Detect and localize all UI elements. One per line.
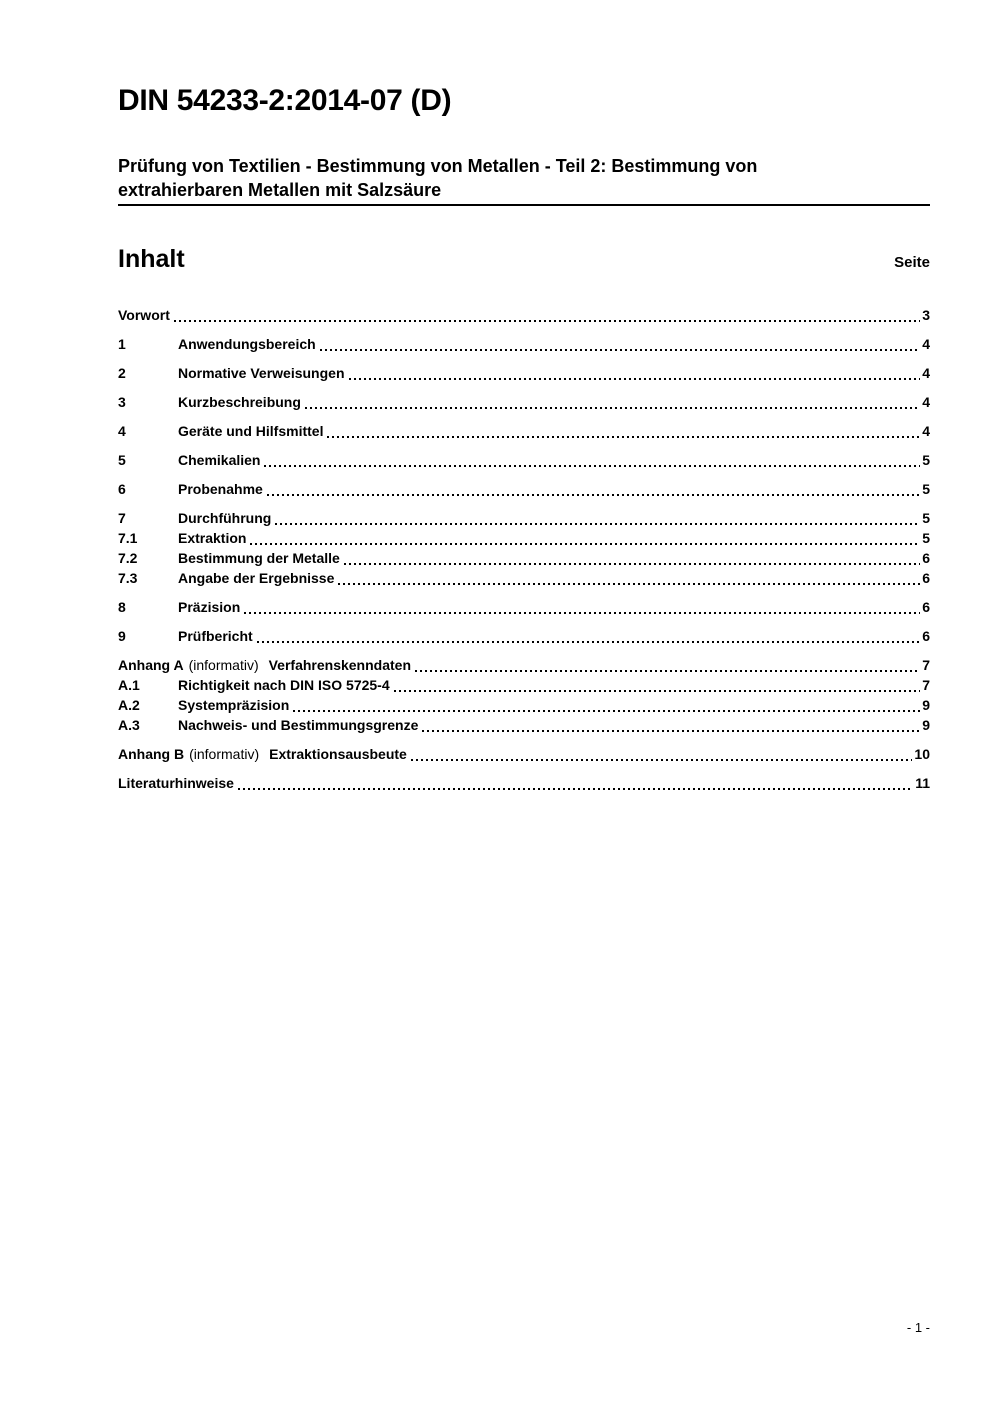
- dot-leader: [338, 583, 920, 585]
- toc-annex-title: Extraktionsausbeute: [269, 746, 407, 762]
- toc-entry-page: 6: [922, 599, 930, 615]
- toc-entry-2[interactable]: [118, 363, 930, 383]
- toc-entry-page: 5: [922, 510, 930, 526]
- toc-entry-number: 5: [118, 452, 126, 468]
- toc-entry-a-1[interactable]: [118, 675, 930, 695]
- footer-page-number: - 1 -: [906, 1320, 930, 1335]
- toc-entry-label: Nachweis- und Bestimmungsgrenze: [178, 717, 419, 733]
- dot-leader: [344, 563, 920, 565]
- document-subtitle-line1: Prüfung von Textilien - Bestimmung von Metallen - Teil 2: Bestimmung von: [118, 156, 758, 176]
- toc-entry-5[interactable]: [118, 450, 930, 470]
- document-subtitle-line2: extrahierbaren Metallen mit Salzsäure: [118, 180, 442, 200]
- toc-annex-title: Verfahrenskenndaten: [268, 657, 411, 673]
- title-divider-rule: [118, 204, 930, 206]
- toc-entry-a-3[interactable]: [118, 715, 930, 735]
- dot-leader: [394, 690, 921, 692]
- toc-entry-page: 5: [922, 530, 930, 546]
- toc-entry-label: Vorwort: [118, 307, 170, 323]
- dot-leader: [174, 320, 920, 322]
- toc-entry-label: Probenahme: [178, 481, 263, 497]
- toc-entry-page: 4: [922, 394, 930, 410]
- toc-entry-page: 6: [922, 550, 930, 566]
- toc-entry-label: Anwendungsbereich: [178, 336, 316, 352]
- toc-entry-number: 7.2: [118, 550, 138, 566]
- toc-entry-label: Bestimmung der Metalle: [178, 550, 340, 566]
- toc-entry-number: 7: [118, 510, 126, 526]
- toc-entry-page: 10: [914, 746, 930, 762]
- toc-heading: Inhalt: [118, 245, 185, 273]
- toc-entry-7[interactable]: [118, 508, 930, 528]
- toc-entry-vorwort[interactable]: [118, 305, 930, 325]
- table-of-contents: [118, 305, 930, 793]
- toc-entry-page: 5: [922, 452, 930, 468]
- toc-entry-label: Kurzbeschreibung: [178, 394, 301, 410]
- toc-entry-page: 4: [922, 336, 930, 352]
- toc-entry-page: 3: [922, 307, 930, 323]
- toc-entry-number: 1: [118, 336, 126, 352]
- toc-entry-page: 6: [922, 628, 930, 644]
- toc-entry-page: 7: [922, 677, 930, 693]
- toc-entry-number: A.3: [118, 717, 140, 733]
- toc-entry-label: Chemikalien: [178, 452, 261, 468]
- toc-entry-7-1[interactable]: [118, 528, 930, 548]
- toc-entry-a-2[interactable]: [118, 695, 930, 715]
- document-id-title: DIN 54233-2:2014-07 (D): [118, 84, 452, 117]
- toc-entry-page: 7: [922, 657, 930, 673]
- toc-entry-7-3[interactable]: [118, 568, 930, 588]
- toc-entry-label: Geräte und Hilfsmittel: [178, 423, 324, 439]
- toc-entry-6[interactable]: [118, 479, 930, 499]
- dot-leader: [327, 436, 920, 438]
- dot-leader: [238, 788, 913, 790]
- dot-leader: [275, 523, 920, 525]
- toc-entry-number: 9: [118, 628, 126, 644]
- toc-entry-8[interactable]: [118, 597, 930, 617]
- toc-annex-prefix: Anhang A: [118, 657, 184, 673]
- toc-entry-label: Angabe der Ergebnisse: [178, 570, 335, 586]
- toc-annex-prefix: Anhang B: [118, 746, 185, 762]
- dot-leader: [257, 641, 921, 643]
- document-subtitle: [118, 154, 930, 202]
- dot-leader: [415, 670, 920, 672]
- toc-entry-page: 9: [922, 697, 930, 713]
- toc-entry-page: 9: [922, 717, 930, 733]
- toc-entry-number: 7.3: [118, 570, 138, 586]
- toc-entry-number: 2: [118, 365, 126, 381]
- toc-entry-4[interactable]: [118, 421, 930, 441]
- toc-entry-page: 4: [922, 423, 930, 439]
- toc-entry-number: 3: [118, 394, 126, 410]
- toc-entry-label: Extraktion: [178, 530, 247, 546]
- toc-entry-page: 5: [922, 481, 930, 497]
- toc-header: [118, 244, 930, 274]
- dot-leader: [264, 465, 920, 467]
- toc-entry-page: 4: [922, 365, 930, 381]
- toc-entry-page: 6: [922, 570, 930, 586]
- toc-entry-number: 4: [118, 423, 126, 439]
- toc-page-column-label: Seite: [894, 254, 930, 271]
- dot-leader: [267, 494, 920, 496]
- toc-entry-3[interactable]: [118, 392, 930, 412]
- dot-leader: [293, 710, 920, 712]
- toc-entry-literaturhinweise[interactable]: [118, 773, 930, 793]
- toc-annex-qualifier: (informativ): [188, 657, 259, 673]
- toc-entry-page: 11: [915, 775, 930, 791]
- toc-entry-number: 7.1: [118, 530, 138, 546]
- toc-annex-qualifier: (informativ): [189, 746, 260, 762]
- toc-entry-9[interactable]: [118, 626, 930, 646]
- dot-leader: [411, 759, 913, 761]
- dot-leader: [244, 612, 920, 614]
- toc-entry-label: Normative Verweisungen: [178, 365, 345, 381]
- toc-entry-7-2[interactable]: [118, 548, 930, 568]
- toc-entry-label: Literaturhinweise: [118, 775, 234, 791]
- toc-entry-label: Systempräzision: [178, 697, 290, 713]
- toc-entry-label: Präzision: [178, 599, 241, 615]
- dot-leader: [422, 730, 920, 732]
- toc-entry-1[interactable]: [118, 334, 930, 354]
- toc-entry-label: Durchführung: [178, 510, 272, 526]
- toc-entry-label: Prüfbericht: [178, 628, 253, 644]
- toc-entry-number: 8: [118, 599, 126, 615]
- dot-leader: [250, 543, 920, 545]
- dot-leader: [305, 407, 920, 409]
- toc-entry-number: A.2: [118, 697, 140, 713]
- dot-leader: [349, 378, 921, 380]
- toc-entry-number: 6: [118, 481, 126, 497]
- toc-entry-number: A.1: [118, 677, 140, 693]
- toc-entry-anhang-b[interactable]: [118, 744, 930, 764]
- toc-entry-label: Richtigkeit nach DIN ISO 5725-4: [178, 677, 390, 693]
- dot-leader: [320, 349, 921, 351]
- toc-entry-anhang-a[interactable]: [118, 655, 930, 675]
